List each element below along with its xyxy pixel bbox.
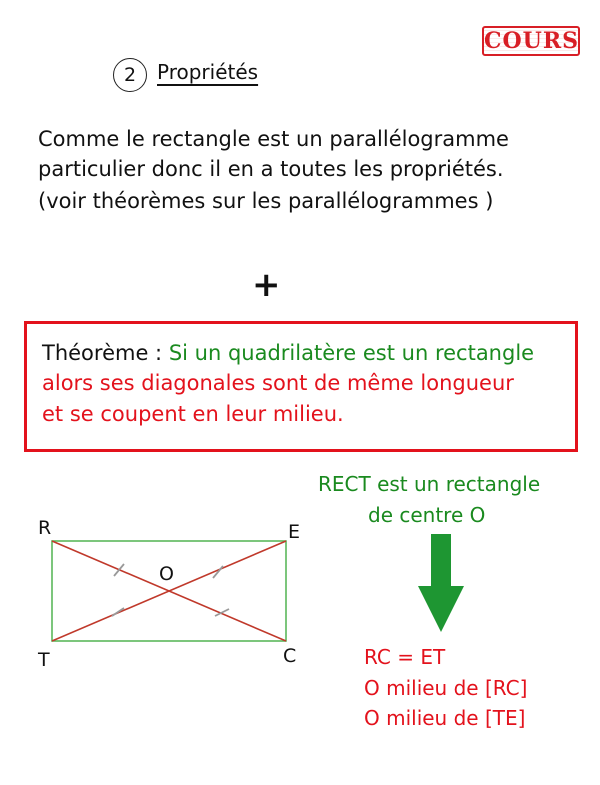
point-c-label: C [283, 645, 297, 667]
intro-line-2: particulier donc il en a toutes les propriétés. [38, 157, 504, 181]
point-t-label: T [38, 649, 50, 671]
down-arrow-icon [418, 534, 464, 632]
theorem-label: Théorème : [42, 341, 169, 365]
intro-line-3: (voir théorèmes sur les parallélogrammes ) [38, 189, 494, 213]
conclusion-3: O milieu de [TE] [364, 706, 526, 730]
plus-sign: + [252, 265, 281, 305]
point-r-label: R [38, 517, 52, 539]
intro-line-1: Comme le rectangle est un parallélogramme [38, 127, 509, 151]
hypothesis-line-2: de centre O [368, 503, 486, 527]
theorem-conclusion-1: alors ses diagonales sont de même longueur [42, 371, 514, 395]
theorem-conclusion-2: et se coupent en leur milieu. [42, 402, 344, 426]
point-o-label: O [159, 563, 174, 585]
section-title: Propriétés [157, 60, 259, 84]
tick-mark [112, 608, 124, 616]
cours-badge: COURS [484, 28, 580, 54]
theorem-hypothesis: Si un quadrilatère est un rectangle [168, 341, 535, 365]
point-e-label: E [288, 521, 301, 543]
tick-mark [114, 564, 124, 576]
hypothesis-line-1: RECT est un rectangle [318, 472, 541, 496]
section-number: 2 [113, 58, 147, 92]
conclusion-1: RC = ET [364, 645, 446, 669]
conclusion-2: O milieu de [RC] [364, 676, 528, 700]
